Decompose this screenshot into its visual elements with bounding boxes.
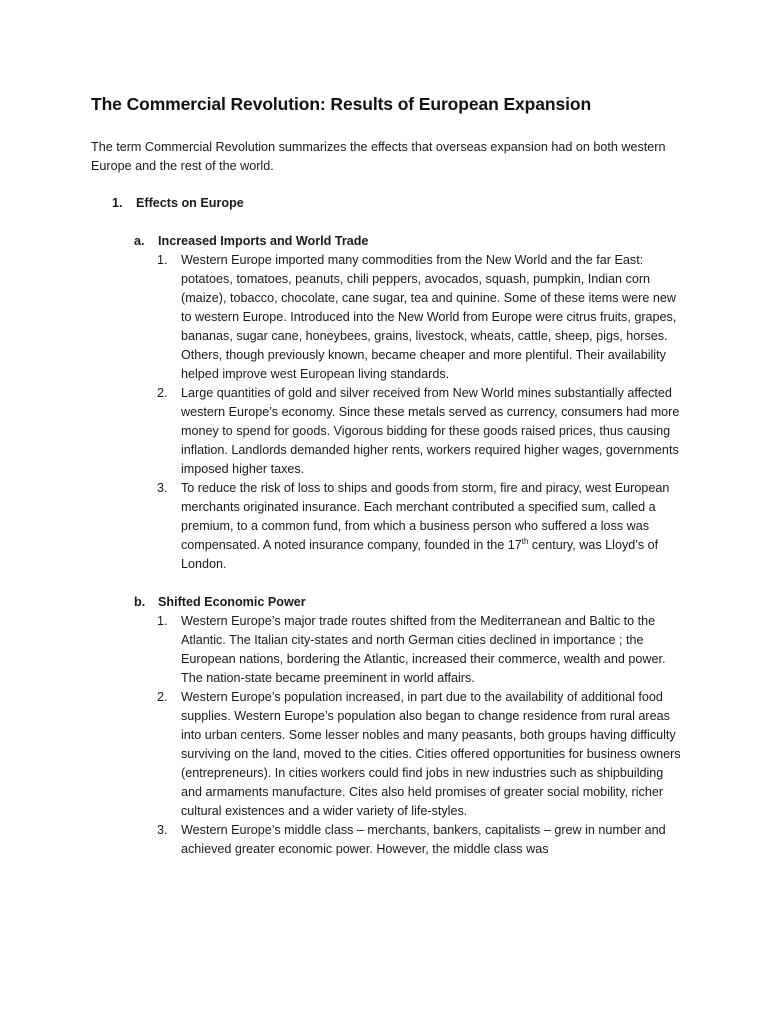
subsection-letter: b. [134,595,146,609]
list-item-text: Large quantities of gold and silver received from New World mines substantially affected western Europe’s economy. Since these metals served as currency, consumers had more money to spend for goods. Vigorous bidding for these goods raised prices, thus causing inflation. Landlords demanded higher rents, workers required higher wages, governments imposed higher taxes. [181,386,680,476]
list-item-number: 3. [157,823,168,837]
section-heading-effects-on-europe [112,194,691,213]
ordinal-superscript: th [521,537,529,546]
list-item-text: Western Europe’s population increased, in part due to the availability of additional food supplies. Western Europe’s population also began to change residence from rural areas into urban centers. Some lesser nobles and many peasants, both groups having difficulty surviving on the land, moved to the cities. Cities offered opportunities for business owners (entrepreneurs). In cities workers could find jobs in new industries such as shipbuilding and armaments manufacture. Cites also held promises of greater social mobility, richer cultural existences and a wider variety of life-styles. [181,690,681,818]
list-item-text: Western Europe’s middle class – merchants, bankers, capitalists – grew in number and achieved greater economic power. However, the middle class was [181,823,666,856]
subsection-b-list [91,612,691,859]
list-item [157,251,683,384]
subsection-heading-a [134,232,691,251]
list-item [157,688,683,821]
intro-paragraph: The term Commercial Revolution summarizes the effects that overseas expansion had on both western Europe and the rest of the world. [91,140,666,173]
list-item-text [181,479,683,574]
subsection-a-list [91,251,691,574]
subsection-heading-text: Increased Imports and World Trade [158,234,369,248]
subsection-heading-text: Shifted Economic Power [158,595,306,609]
subsection-heading-b [134,593,691,612]
list-item [157,612,683,688]
section-number: 1. [112,196,123,210]
list-item [157,821,683,859]
list-item-number: 2. [157,386,168,400]
list-item [157,384,683,479]
page-title: The Commercial Revolution: Results of European Expansion [91,94,592,114]
list-item-number: 1. [157,614,168,628]
list-item-text: Western Europe imported many commodities from the New World and the far East: potatoes, tomatoes, peanuts, chili peppers, avocados, squash, pumpkin, Indian corn (maize), tobacco, chocolate, cane sugar, tea and quinine. Some of these items were new to western Europe. Introduced into the New World from Europe were citrus fruits, grapes, bananas, sugar cane, honeybees, grains, livestock, wheats, cattle, sheep, pigs, horses. Others, though previously known, became cheaper and more plentiful. Their availability helped improve west European living standards. [181,253,677,381]
document-page [91,94,691,878]
list-item-number: 1. [157,253,168,267]
list-item-text-part: To reduce the risk of loss to ships and goods from storm, fire and piracy, west European merchants originated insurance. Each merchant contributed a specified sum, called a premium, to a common fund, from which a business person who suffered a loss was compensated. A noted insurance company, founded in the 17 [181,481,670,552]
list-item-text: Western Europe’s major trade routes shifted from the Mediterranean and Baltic to the Atlantic. The Italian city-states and north German cities declined in importance ; the European nations, bordering the Atlantic, increased their commerce, wealth and power. The nation-state became preeminent in world affairs. [181,614,666,685]
list-item [157,479,683,574]
subsection-letter: a. [134,234,145,248]
list-item-text-part: century, was Lloyd’s of London. [181,538,659,571]
list-item-number: 2. [157,690,168,704]
section-heading-text: Effects on Europe [136,196,244,210]
list-item-number: 3. [157,481,168,495]
